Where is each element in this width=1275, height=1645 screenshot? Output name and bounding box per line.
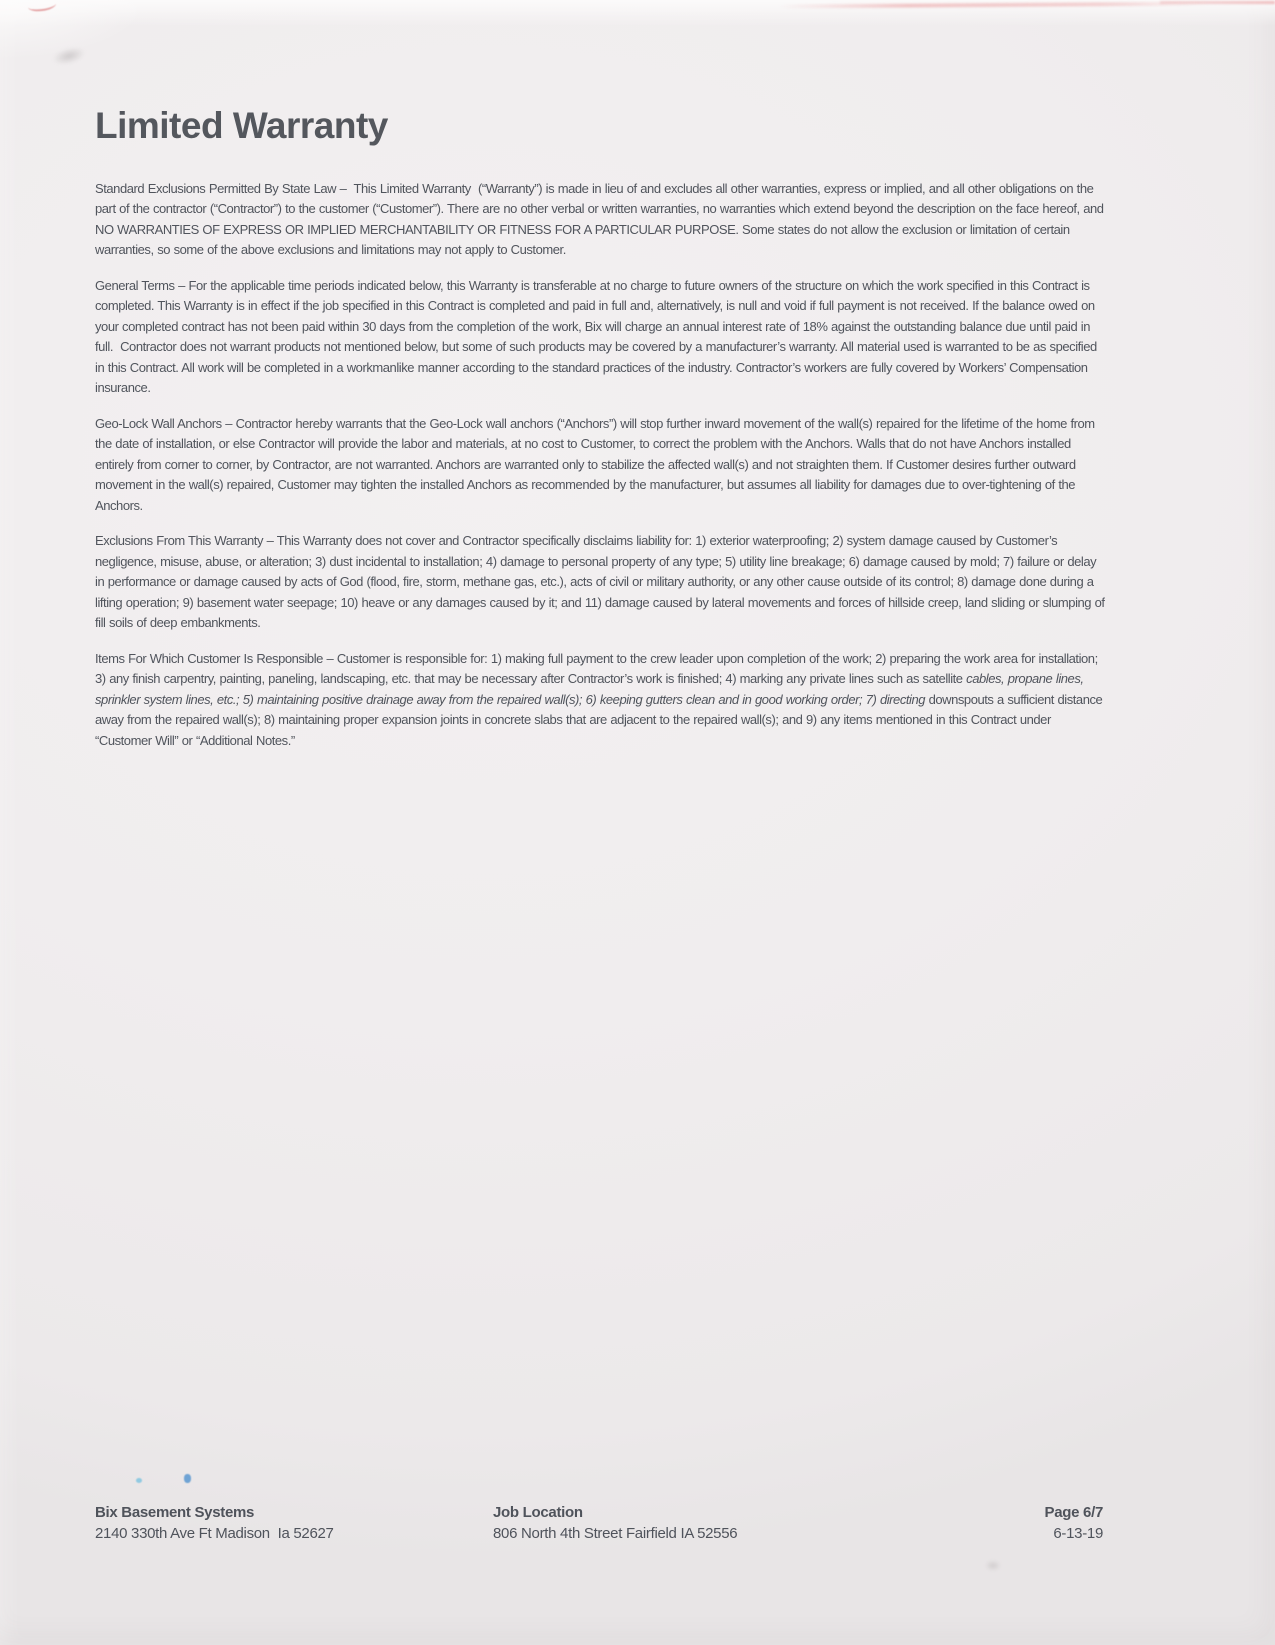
paragraph-text: downspouts a sufficient distance away from the repaired wall(s); 8) maintaining proper expansion joints in concrete slabs that are adjacent to the repaired wall(s); and 9) any items mentioned in this Contract under “Customer Will” or “Additional Notes.”: [95, 691, 1103, 748]
paragraph-text: – This Limited Warranty (“Warranty”) is made in lieu of and excludes all other warranties, express or implied, and all other obligations on the part of the contractor (“Contractor”) to the customer (“Customer”). There are no other verbal or written warranties, no warranties which extend beyond the description on the face hereof, and NO WARRANTIES OF EXPRESS OR IMPLIED MERCHANTABILITY OR FITNESS FOR A PARTICULAR PURPOSE. Some states do not allow the exclusion or limitation of certain warranties, so some of the above exclusions and limitations may not apply to Customer.: [95, 180, 1104, 258]
paragraph-heading: Exclusions From This Warranty: [95, 533, 264, 549]
paragraph-general-terms: [95, 276, 1105, 399]
paragraph-heading: Geo-Lock Wall Anchors: [95, 415, 222, 431]
footer-job-location-label: Job Location: [493, 1504, 583, 1521]
paragraph-customer-responsibilities: [95, 649, 1105, 752]
footer-page-number: Page 6/7: [1044, 1504, 1103, 1521]
footer-company-address: 2140 330th Ave Ft Madison Ia 52627: [95, 1525, 334, 1542]
footer-job-location-block: [493, 1502, 737, 1544]
paragraph-text: – Contractor hereby warrants that the Geo-Lock wall anchors (“Anchors”) will stop further inward movement of the wall(s) repaired for the lifetime of the home from the date of installation, or else Contractor will provide the labor and materials, at no cost to Customer, to correct the problem with the Anchors. Walls that do not have Anchors installed entirely from corner to corner, by Contractor, are not warranted. Anchors are warranted only to stabilize the affected wall(s) and not straighten them. If Customer desires further outward movement in the wall(s) repaired, Customer may tighten the installed Anchors as recommended by the manufacturer, but assumes all liability for damages due to over-tightening of the Anchors.: [95, 415, 1095, 513]
paragraph-text: – For the applicable time periods indicated below, this Warranty is transferable at no charge to future owners of the structure on which the work specified in this Contract is completed. This Warranty is in effect if the job specified in this Contract is completed and paid in full and, alternatively, is null and void if full payment is not received. If the balance owed on your completed contract has not been paid within 30 days from the completion of the work, Bix will charge an annual interest rate of 18% against the outstanding balance due until paid in full. Contractor does not warrant products not mentioned below, but some of such products may be covered by a manufacturer’s warranty. All material used is warranted to be as specified in this Contract. All work will be completed in a workmanlike manner according to the standard practices of the industry. Contractor’s workers are fully covered by Workers’ Compensation insurance.: [95, 277, 1097, 396]
footer-page-block: [1045, 1502, 1103, 1544]
document-body: [95, 106, 1105, 766]
footer-date: 6-13-19: [1053, 1525, 1103, 1542]
scan-artifact-cyan-speck: [136, 1478, 142, 1483]
paragraph-heading: Standard Exclusions Permitted By State Law: [95, 180, 337, 196]
scan-artifact-gray-spot: [985, 1560, 1001, 1571]
paragraph-heading: Items For Which Customer Is Responsible: [95, 650, 323, 666]
paragraph-text: – This Warranty does not cover and Contractor specifically disclaims liability for: 1) exterior waterproofing; 2) system damage caused by Customer’s negligence, misuse, abuse, or alteration; 3) dust incidental to installation; 4) damage to personal property of any type; 5) utility line breakage; 6) damage caused by mold; 7) failure or delay in performance or damage caused by acts of God (flood, fire, storm, methane gas, etc.), acts of civil or military authority, or any other cause outside of its control; 8) damage done during a lifting operation; 9) basement water seepage; 10) heave or any damages caused by it; and 11) damage caused by lateral movements and forces of hillside creep, land sliding or slumping of fill soils of deep embankments.: [95, 533, 1105, 631]
footer-company-block: [95, 1502, 334, 1544]
paragraph-standard-exclusions: [95, 179, 1105, 261]
footer-company-name: Bix Basement Systems: [95, 1504, 255, 1521]
scan-artifact-blue-speck: [184, 1474, 191, 1483]
paragraph-heading: General Terms: [95, 277, 175, 293]
paragraph-exclusions-from-warranty: [95, 531, 1105, 634]
footer-job-location-address: 806 North 4th Street Fairfield IA 52556: [493, 1525, 738, 1542]
page-title: Limited Warranty: [95, 105, 388, 146]
paragraph-geo-lock-wall-anchors: [95, 414, 1105, 517]
paragraph-text-italic: cables, propane lines, sprinkler system lines, etc.; 5) maintaining positive drainage away from the repaired wall(s); 6) keeping gutters clean and in good working order; 7) directing: [95, 671, 1084, 707]
paragraph-text: – Customer is responsible for: 1) making full payment to the crew leader upon completion of the work; 2) preparing the work area for installation; 3) any finish carpentry, painting, paneling, landscaping, etc. that may be necessary after Contractor’s work is finished; 4) marking any private lines such as satellite: [95, 650, 1098, 687]
scan-artifact-pink-streak-2: [1160, 1, 1275, 4]
